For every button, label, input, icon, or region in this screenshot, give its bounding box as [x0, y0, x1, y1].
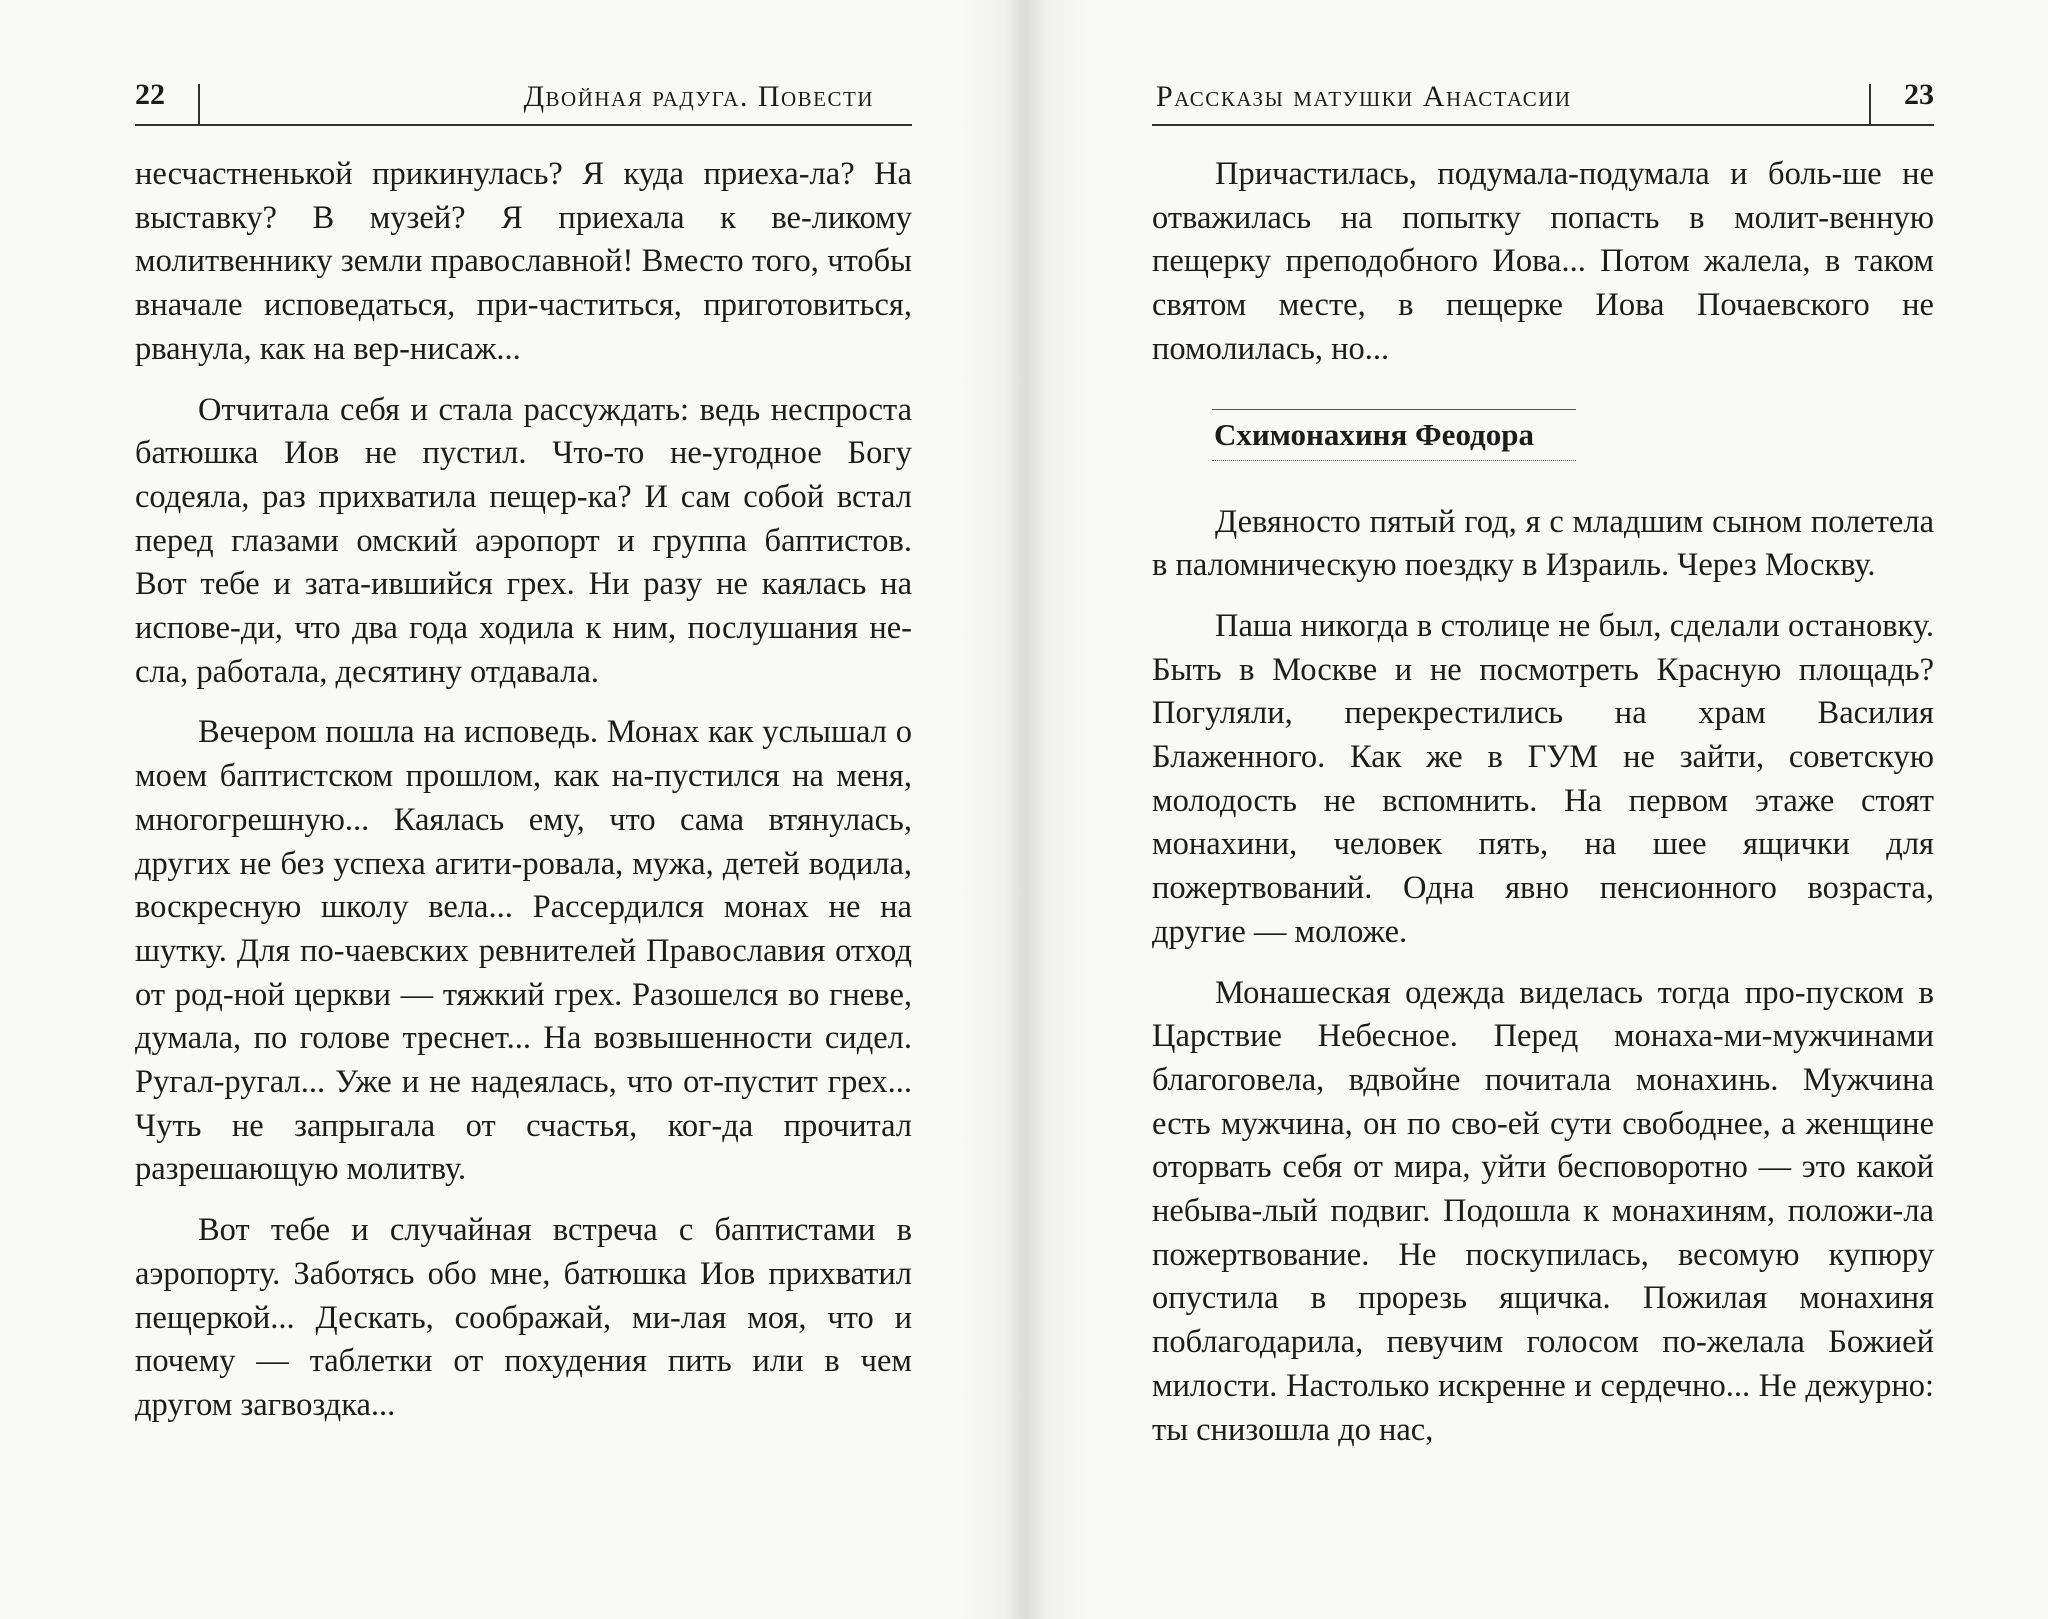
paragraph: Паша никогда в столице не был, сделали остановку. Быть в Москве и не посмотреть Красную площадь? Погуляли, перекрестились на храм Василия Блаженного. Как же в ГУМ не зайти, советскую молодость не вспомнить. На первом этаже стоят монахини, человек пять, на шее ящички для пожертвований. Одна явно пенсионного возраста, другие — моложе.	[1152, 607, 1934, 950]
folio-divider	[1869, 84, 1871, 124]
left-page	[0, 0, 1022, 1619]
paragraph: Девяносто пятый год, я с младшим сыном полетела в паломническую поездку в Израиль. Через Москву.	[1152, 503, 1934, 584]
right-running-head	[1152, 72, 1934, 126]
right-page-number: 23	[1904, 78, 1934, 111]
left-body-text	[135, 153, 912, 1445]
left-running-head	[135, 72, 912, 126]
right-running-title: Рассказы матушки Анастасии	[1156, 80, 1572, 113]
paragraph: несчастненькой прикинулась? Я куда приеха-ла? На выставку? В музей? Я приехала к ве-ликому молитвеннику земли православной! Вместо того, чтобы вначале исповедаться, при-частиться, приготовиться, рванула, как на вер-нисаж...	[135, 156, 912, 367]
paragraph: Отчитала себя и стала рассуждать: ведь неспроста батюшка Иов не пустил. Что-то не-угодное Богу содеяла, раз прихватила пещер-ка? И сам собой встал перед глазами омский аэропорт и группа баптистов. Вот тебе и зата-ившийся грех. Ни разу не каялась на испове-ди, что два года ходила к ним, послушания не-сла, работала, десятину отдавала.	[135, 391, 912, 690]
paragraph: Вечером пошла на исповедь. Монах как услышал о моем баптистском прошлом, как на-пустился на меня, многогрешную... Каялась ему, что сама втянулась, других не без успеха агити-ровала, мужа, детей водила, воскресную школу вела... Рассердился монах не на шутку. Для по-чаевских ревнителей Православия отход от род-ной церкви — тяжкий грех. Разошелся во гневе, думала, по голове треснет... На возвышенности сидел. Ругал-ругал... Уже и не надеялась, что от-пустит грех... Чуть не запрыгала от счастья, ког-да прочитал разрешающую молитву.	[135, 714, 912, 1188]
paragraph: Причастилась, подумала-подумала и боль-ше не отважилась на попытку попасть в молит-венную пещерку преподобного Иова... Потом жалела, в таком святом месте, в пещерке Иова Почаевского не помолилась, но...	[1152, 156, 1934, 367]
section-heading: Схимонахиня Феодора	[1212, 409, 1576, 461]
paragraph: Вот тебе и случайная встреча с баптистами в аэропорту. Заботясь обо мне, батюшка Иов прихватил пещеркой... Дескать, соображай, ми-лая моя, что и почему — таблетки от похудения пить или в чем другом загвоздка...	[135, 1212, 912, 1423]
folio-divider	[198, 84, 200, 124]
left-running-title: Двойная радуга. Повести	[523, 80, 874, 113]
right-body-text	[1152, 153, 1934, 1469]
left-page-number: 22	[135, 78, 165, 111]
paragraph: Монашеская одежда виделась тогда про-пуском в Царствие Небесное. Перед монаха-ми-мужчинами благоговела, вдвойне почитала монахинь. Мужчина есть мужчина, он по сво-ей сути свободнее, а женщине оторвать себя от мира, уйти бесповоротно — это какой небыва-лый подвиг. Подошла к монахиням, положи-ла пожертвование. Не поскупилась, весомую купюру опустила в прорезь ящичка. Пожилая монахиня поблагодарила, певучим голосом по-желала Божией милости. Настолько искренне и сердечно... Не дежурно: ты снизошла до нас,	[1152, 974, 1934, 1448]
